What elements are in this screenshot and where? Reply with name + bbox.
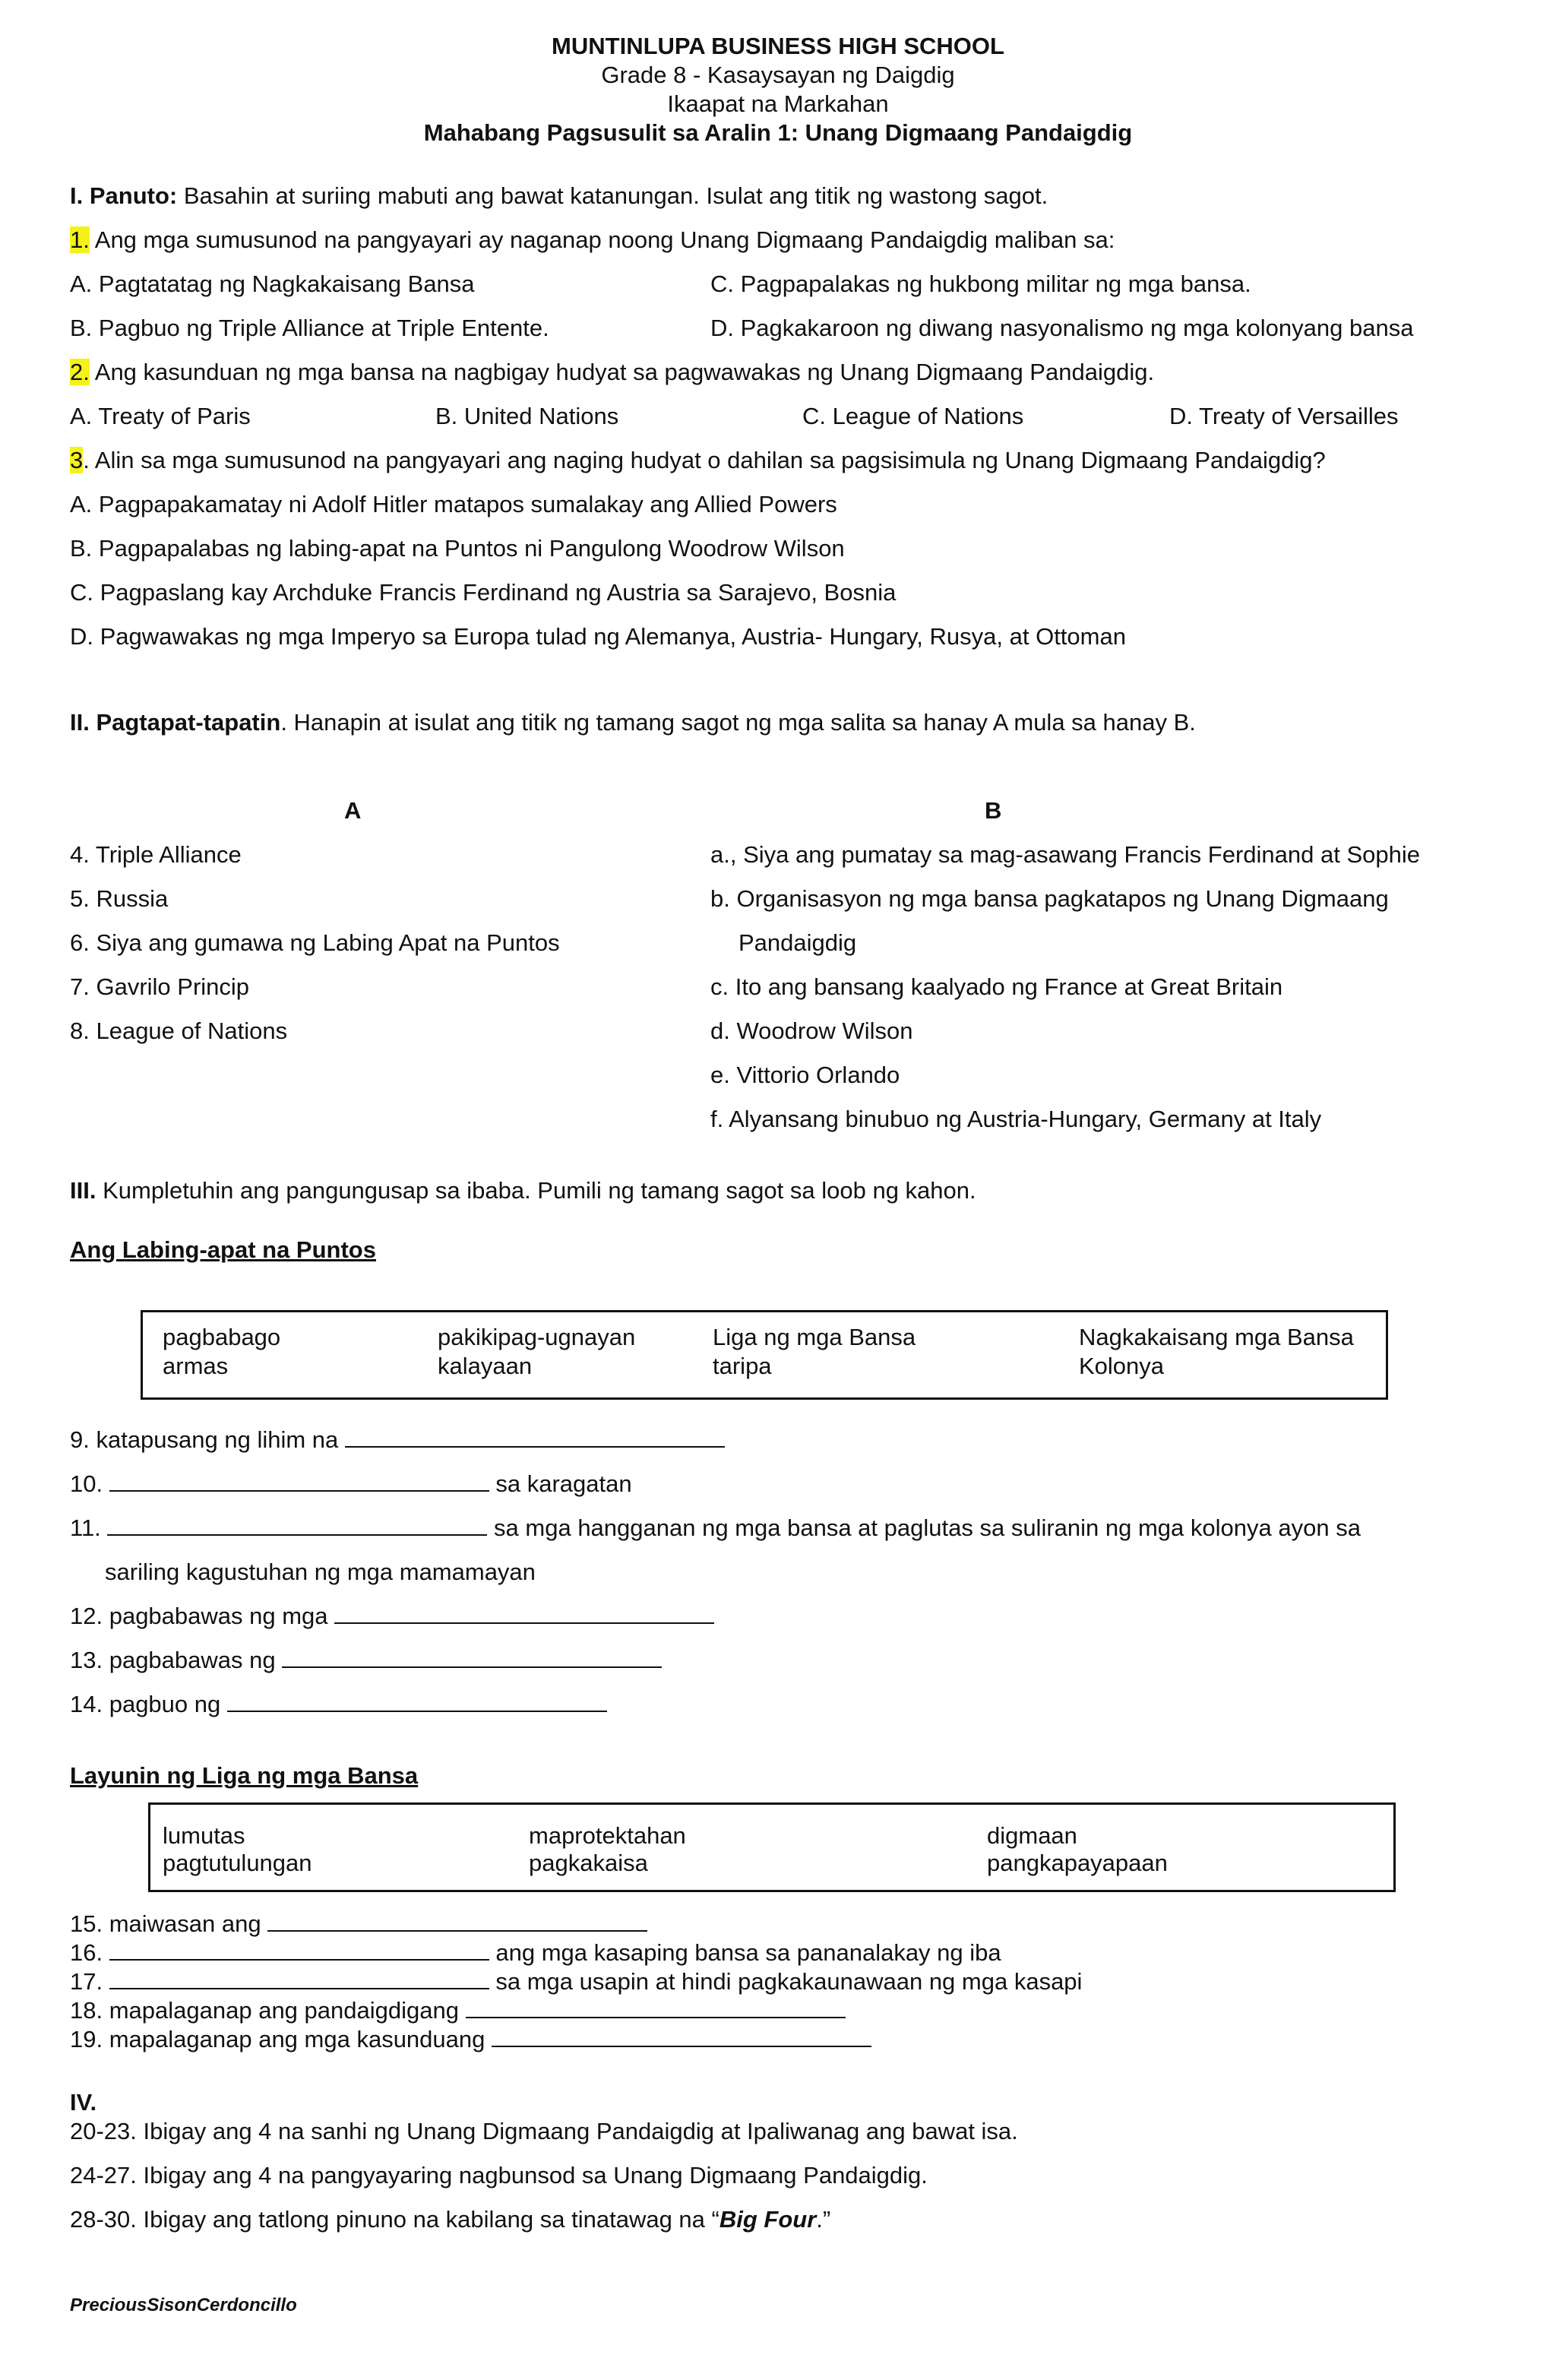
q2-choice-b: B. United Nations	[435, 403, 619, 429]
item-14	[70, 1682, 607, 1726]
answer-blank-17[interactable]	[109, 1965, 489, 1989]
word-bank-2-item: maprotektahan	[529, 1822, 686, 1849]
quarter: Ikaapat na Markahan	[667, 90, 889, 117]
word-bank-2-item: pagkakaisa	[529, 1850, 648, 1876]
league-goals-title: Layunin ng Liga ng mga Bansa	[70, 1762, 419, 1789]
item-9	[70, 1418, 725, 1462]
part3-label: III.	[70, 1177, 96, 1204]
part3-instruction-text: Kumpletuhin ang pangungusap sa ibaba. Pumili ng tamang sagot sa loob ng kahon.	[103, 1177, 976, 1204]
answer-blank-14[interactable]	[227, 1688, 607, 1712]
answer-blank-11[interactable]	[107, 1511, 487, 1536]
item-15-text: 15. maiwasan ang	[70, 1910, 261, 1937]
answer-blank-12[interactable]	[334, 1600, 714, 1624]
q2-number: 2.	[70, 359, 90, 385]
item-24-27: 24-27. Ibigay ang 4 na pangyayaring nagbunsod sa Unang Digmaang Pandaigdig.	[70, 2162, 928, 2189]
q3-choice-a: A. Pagpapakamatay ni Adolf Hitler matapos sumalakay ang Allied Powers	[70, 491, 837, 517]
item-11	[70, 1506, 1361, 1550]
match-choice-c: c. Ito ang bansang kaalyado ng France at Great Britain	[710, 973, 1283, 1000]
word-bank-2-item: digmaan	[987, 1822, 1077, 1849]
word-bank-2	[148, 1802, 1396, 1892]
match-choice-b-cont: Pandaigdig	[738, 929, 857, 956]
item-16-text: ang mga kasaping bansa sa pananalakay ng iba	[495, 1939, 1001, 1966]
item-10-number: 10.	[70, 1470, 103, 1497]
grade-subject: Grade 8 - Kasaysayan ng Daigdig	[601, 62, 955, 88]
item-10-text: sa karagatan	[495, 1470, 632, 1497]
q3-text: . Alin sa mga sumusunod na pangyayari ang naging hudyat o dahilan sa pagsisimula ng Unang Digmaang Pandaigdig?	[83, 447, 1326, 473]
column-b-header: B	[985, 797, 1002, 824]
item-19	[70, 2023, 871, 2054]
match-choice-e: e. Vittorio Orlando	[710, 1062, 900, 1088]
item-28-text: 28-30. Ibigay ang tatlong pinuno na kabilang sa tinatawag na “	[70, 2206, 719, 2233]
q1-choice-b: B. Pagbuo ng Triple Alliance at Triple Entente.	[70, 315, 549, 341]
q1-question	[70, 218, 1115, 262]
answer-blank-19[interactable]	[492, 2023, 871, 2047]
q2-choice-d: D. Treaty of Versailles	[1169, 403, 1399, 429]
column-a-header: A	[344, 797, 362, 824]
q2-choice-a: A. Treaty of Paris	[70, 403, 251, 429]
item-11-text: sa mga hangganan ng mga bansa at paglutas sa suliranin ng mga kolonya ayon sa	[494, 1514, 1361, 1541]
word-bank-1-item: kalayaan	[438, 1353, 533, 1379]
match-item-7: 7. Gavrilo Princip	[70, 973, 250, 1000]
answer-blank-18[interactable]	[466, 1994, 846, 2018]
fourteen-points-title: Ang Labing-apat na Puntos	[70, 1236, 376, 1263]
q3-choice-b: B. Pagpapalabas ng labing-apat na Puntos ni Pangulong Woodrow Wilson	[70, 535, 845, 562]
q3-question	[70, 438, 1326, 483]
word-bank-2-item: pagtutulungan	[163, 1850, 312, 1876]
answer-blank-9[interactable]	[345, 1423, 725, 1448]
q1-choice-a: A. Pagtatatag ng Nagkakaisang Bansa	[70, 271, 475, 297]
match-item-5: 5. Russia	[70, 885, 169, 912]
part3-instruction	[70, 1169, 976, 1213]
match-item-6: 6. Siya ang gumawa ng Labing Apat na Puntos	[70, 929, 560, 956]
item-18	[70, 1994, 846, 2025]
answer-blank-15[interactable]	[267, 1907, 647, 1932]
item-14-text: 14. pagbuo ng	[70, 1691, 221, 1717]
item-18-text: 18. mapalaganap ang pandaigdigang	[70, 1997, 459, 2024]
school-name: MUNTINLUPA BUSINESS HIGH SCHOOL	[552, 33, 1004, 59]
item-12-text: 12. pagbabawas ng mga	[70, 1603, 328, 1629]
word-bank-1-item: Nagkakaisang mga Bansa	[1079, 1324, 1354, 1350]
item-20-23: 20-23. Ibigay ang 4 na sanhi ng Unang Digmaang Pandaigdig at Ipaliwanag ang bawat isa.	[70, 2118, 1018, 2144]
q2-text: Ang kasunduan ng mga bansa na nagbigay hudyat sa pagwawakas ng Unang Digmaang Pandaigdig.	[94, 359, 1155, 385]
q2-choice-c: C. League of Nations	[802, 403, 1024, 429]
word-bank-1-item: pakikipag-ugnayan	[438, 1324, 636, 1350]
q1-choice-d: D. Pagkakaroon ng diwang nasyonalismo ng mga kolonyang bansa	[710, 315, 1414, 341]
big-four-emphasis: Big Four	[719, 2206, 817, 2233]
q1-choice-c: C. Pagpapalakas ng hukbong militar ng mga bansa.	[710, 271, 1251, 297]
match-choice-a: a., Siya ang pumatay sa mag-asawang Francis Ferdinand at Sophie	[710, 841, 1420, 868]
match-choice-b: b. Organisasyon ng mga bansa pagkatapos ng Unang Digmaang	[710, 885, 1389, 912]
exam-header	[0, 32, 1556, 147]
answer-blank-10[interactable]	[109, 1467, 489, 1492]
part2-instruction-text: . Hanapin at isulat ang titik ng tamang sagot ng mga salita sa hanay A mula sa hanay B.	[280, 709, 1196, 736]
match-choice-f: f. Alyansang binubuo ng Austria-Hungary, Germany at Italy	[710, 1106, 1322, 1132]
exam-title: Mahabang Pagsusulit sa Aralin 1: Unang Digmaang Pandaigdig	[423, 119, 1133, 146]
word-bank-1-item: taripa	[713, 1353, 772, 1379]
part1-instruction	[70, 174, 1048, 218]
part1-label: I. Panuto:	[70, 182, 178, 209]
word-bank-2-item: pangkapayapaan	[987, 1850, 1168, 1876]
item-11-cont: sariling kagustuhan ng mga mamamayan	[105, 1559, 536, 1585]
match-choice-d: d. Woodrow Wilson	[710, 1018, 913, 1044]
word-bank-1-item: Liga ng mga Bansa	[713, 1324, 916, 1350]
q1-text: Ang mga sumusunod na pangyayari ay naganap noong Unang Digmaang Pandaigdig maliban sa:	[94, 226, 1115, 253]
word-bank-1-item: Kolonya	[1079, 1353, 1165, 1379]
item-10	[70, 1462, 632, 1506]
word-bank-1	[141, 1310, 1388, 1400]
item-19-text: 19. mapalaganap ang mga kasunduang	[70, 2026, 485, 2052]
item-13	[70, 1638, 662, 1682]
match-item-4: 4. Triple Alliance	[70, 841, 242, 868]
word-bank-1-item: armas	[163, 1353, 229, 1379]
item-17-number: 17.	[70, 1968, 103, 1995]
q2-question	[70, 350, 1154, 394]
item-15	[70, 1907, 647, 1938]
item-11-number: 11.	[70, 1514, 101, 1541]
q3-choice-c: C. Pagpaslang kay Archduke Francis Ferdinand ng Austria sa Sarajevo, Bosnia	[70, 579, 897, 606]
author-credit: PreciousSisonCerdoncillo	[70, 2295, 297, 2315]
q3-choice-d: D. Pagwawakas ng mga Imperyo sa Europa tulad ng Alemanya, Austria- Hungary, Rusya, at Ottoman	[70, 623, 1126, 650]
part2-label: II. Pagtapat-tapatin	[70, 709, 281, 736]
part2-instruction	[70, 701, 1196, 745]
item-16	[70, 1936, 1001, 1967]
item-28-30	[70, 2198, 830, 2242]
answer-blank-13[interactable]	[282, 1644, 662, 1668]
item-9-text: 9. katapusang ng lihim na	[70, 1426, 339, 1453]
part1-instruction-text: Basahin at suriing mabuti ang bawat katanungan. Isulat ang titik ng wastong sagot.	[183, 182, 1048, 209]
q1-number: 1.	[70, 226, 90, 253]
match-item-8: 8. League of Nations	[70, 1018, 288, 1044]
part4-label: IV.	[70, 2089, 97, 2116]
answer-blank-16[interactable]	[109, 1936, 489, 1961]
word-bank-1-item: pagbabago	[163, 1324, 281, 1350]
item-17	[70, 1965, 1082, 1996]
item-12	[70, 1594, 714, 1638]
item-17-text: sa mga usapin at hindi pagkakaunawaan ng mga kasapi	[495, 1968, 1083, 1995]
q3-number: 3	[70, 447, 84, 473]
item-28-end: .”	[816, 2206, 831, 2233]
item-16-number: 16.	[70, 1939, 103, 1966]
item-13-text: 13. pagbabawas ng	[70, 1647, 276, 1673]
word-bank-2-item: lumutas	[163, 1822, 245, 1849]
